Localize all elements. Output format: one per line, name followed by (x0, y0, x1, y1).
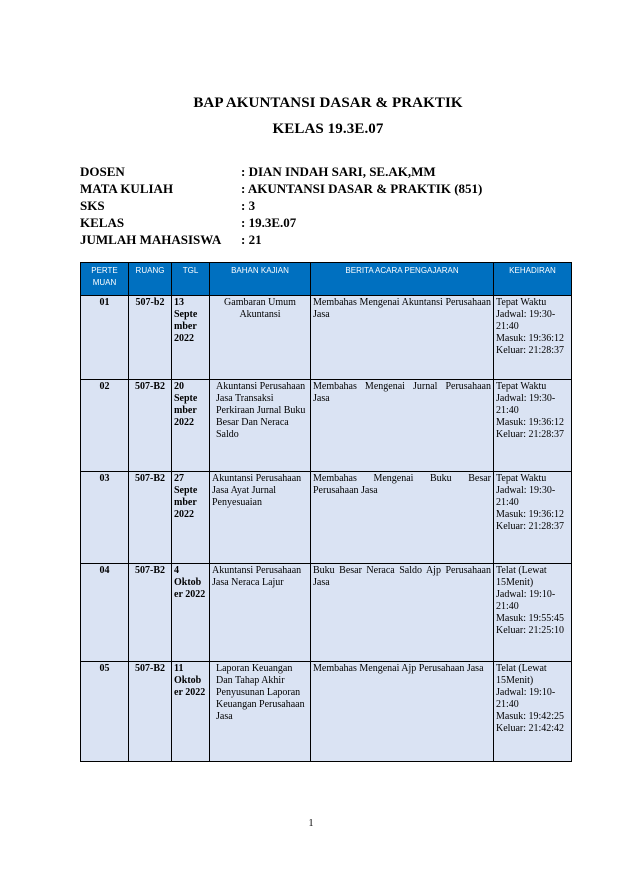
cell-kehadiran (494, 662, 572, 762)
kehadiran-status: Tepat Waktu (496, 473, 547, 484)
header-berita-acara: BERITA ACARA PENGAJARAN (311, 263, 494, 296)
cell-bahan-kajian: Akuntansi Perusahaan Jasa Neraca Lajur (210, 564, 311, 662)
meta-row-dosen (80, 163, 482, 180)
kehadiran-masuk: Masuk: 19:42:25 (496, 711, 565, 722)
kehadiran-keluar: Keluar: 21:28:37 (496, 429, 565, 440)
meta-value: : 3 (241, 198, 256, 213)
kehadiran-status: Tepat Waktu (496, 381, 547, 392)
cell-bahan-kajian: Laporan Keuangan Dan Tahap Akhir Penyusunan Laporan Keuangan Perusahaan Jasa (210, 662, 311, 762)
cell-kehadiran (494, 472, 572, 564)
meta-label: SKS (80, 198, 105, 213)
cell-ruang: 507-B2 (129, 564, 172, 662)
meta-label: KELAS (80, 215, 125, 230)
table-header-row (81, 263, 572, 296)
kehadiran-keluar: Keluar: 21:25:10 (496, 625, 565, 636)
cell-berita-acara: Membahas Mengenai Ajp Perusahaan Jasa (311, 662, 494, 762)
document-title: BAP AKUNTANSI DASAR & PRAKTIK (193, 95, 463, 111)
cell-tgl: 27 Septe mber 2022 (172, 472, 210, 564)
kehadiran-status: Tepat Waktu (496, 297, 547, 308)
kehadiran-status: Telat (Lewat 15Menit) (496, 663, 547, 686)
meta-value: : 21 (241, 232, 262, 247)
meta-value: : DIAN INDAH SARI, SE.AK,MM (241, 164, 436, 179)
kehadiran-keluar: Keluar: 21:28:37 (496, 521, 565, 532)
cell-tgl: 20 Septe mber 2022 (172, 380, 210, 472)
cell-bahan-kajian: Akuntansi Perusahaan Jasa Ayat Jurnal Penyesuaian (210, 472, 311, 564)
cell-ruang: 507-B2 (129, 380, 172, 472)
cell-berita-acara: Membahas Mengenai Jurnal Perusahaan Jasa (311, 380, 494, 472)
kehadiran-keluar: Keluar: 21:42:42 (496, 723, 565, 734)
course-info (80, 163, 482, 248)
meta-row-mata-kuliah (80, 180, 482, 197)
cell-berita-acara: Buku Besar Neraca Saldo Ajp Perusahaan Jasa (311, 564, 494, 662)
class-title: KELAS 19.3E.07 (272, 121, 384, 137)
meta-label: JUMLAH MAHASISWA (80, 232, 222, 247)
header-kehadiran: KEHADIRAN (494, 263, 572, 296)
page-number: 1 (308, 818, 314, 829)
bap-table (80, 262, 572, 762)
cell-tgl: 4 Oktob er 2022 (172, 564, 210, 662)
kehadiran-masuk: Masuk: 19:55:45 (496, 613, 565, 624)
kehadiran-jadwal: Jadwal: 19:30-21:40 (496, 309, 556, 332)
cell-pertemuan: 04 (81, 564, 129, 662)
table-row (81, 472, 572, 564)
table-row (81, 380, 572, 472)
cell-bahan-kajian: Akuntansi Perusahaan Jasa Transaksi Perkiraan Jurnal Buku Besar Dan Neraca Saldo (210, 380, 311, 472)
kehadiran-masuk: Masuk: 19:36:12 (496, 333, 565, 344)
kehadiran-keluar: Keluar: 21:28:37 (496, 345, 565, 356)
meta-row-sks (80, 197, 482, 214)
cell-pertemuan: 03 (81, 472, 129, 564)
kehadiran-masuk: Masuk: 19:36:12 (496, 417, 565, 428)
cell-tgl: 11 Oktob er 2022 (172, 662, 210, 762)
cell-kehadiran (494, 380, 572, 472)
header-pertemuan: PERTE MUAN (81, 263, 129, 296)
cell-bahan-kajian: Gambaran Umum Akuntansi (210, 296, 311, 380)
cell-ruang: 507-B2 (129, 472, 172, 564)
header-bahan-kajian: BAHAN KAJIAN (210, 263, 311, 296)
cell-berita-acara: Membahas Mengenai Buku Besar Perusahaan Jasa (311, 472, 494, 564)
cell-pertemuan: 05 (81, 662, 129, 762)
kehadiran-jadwal: Jadwal: 19:10-21:40 (496, 589, 556, 612)
kehadiran-masuk: Masuk: 19:36:12 (496, 509, 565, 520)
cell-pertemuan: 01 (81, 296, 129, 380)
cell-ruang: 507-b2 (129, 296, 172, 380)
kehadiran-jadwal: Jadwal: 19:30-21:40 (496, 485, 556, 508)
kehadiran-jadwal: Jadwal: 19:10-21:40 (496, 687, 556, 710)
cell-pertemuan: 02 (81, 380, 129, 472)
cell-ruang: 507-B2 (129, 662, 172, 762)
header-tgl: TGL (172, 263, 210, 296)
cell-berita-acara: Membahas Mengenai Akuntansi Perusahaan Jasa (311, 296, 494, 380)
meta-label: MATA KULIAH (80, 181, 174, 196)
table-row (81, 296, 572, 380)
kehadiran-status: Telat (Lewat 15Menit) (496, 565, 547, 588)
table-row (81, 662, 572, 762)
meta-row-jumlah-mahasiswa (80, 231, 482, 248)
meta-row-kelas (80, 214, 482, 231)
meta-value: : AKUNTANSI DASAR & PRAKTIK (851) (241, 181, 483, 196)
cell-kehadiran (494, 564, 572, 662)
cell-tgl: 13 Septe mber 2022 (172, 296, 210, 380)
table-row (81, 564, 572, 662)
meta-label: DOSEN (80, 164, 125, 179)
cell-kehadiran (494, 296, 572, 380)
kehadiran-jadwal: Jadwal: 19:30-21:40 (496, 393, 556, 416)
meta-value: : 19.3E.07 (241, 215, 297, 230)
header-ruang: RUANG (129, 263, 172, 296)
